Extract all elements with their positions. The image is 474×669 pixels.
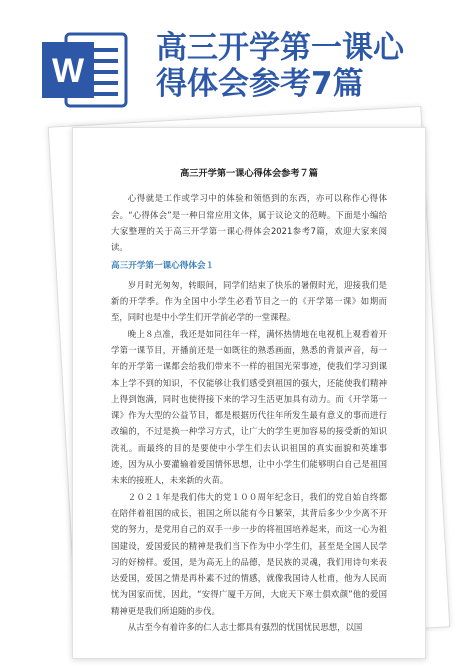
paragraph-4: 从古至今有着许多的仁人志士都具有强烈的忧国忧民思想，以国 xyxy=(127,622,363,633)
document-body xyxy=(111,166,387,635)
intro-paragraph: 心得就是工作或学习中的体验和领悟到的东西，亦可以称作心得体会。“心得体会”是一种日常应用文体，属于议论文的范畴。下面是小编给大家整理的关于高三开学第一课心得体会2021参考7篇，欢迎大家来阅读。 xyxy=(111,193,387,253)
section-heading: 高三开学第一课心得体会１ xyxy=(111,261,215,272)
document-page xyxy=(72,127,426,659)
word-document-icon xyxy=(40,30,128,110)
document-title: 高三开学第一课心得体会参考７篇 xyxy=(180,168,318,179)
banner-title-line-1: 高三开学第一课心 xyxy=(156,30,404,66)
paragraph-1: 岁月时光匆匆，转眼间，同学们结束了快乐的暑假时光，迎接我们是新的开学季。作为全国中小学生必看节目之一的《开学第一课》如期而至，同时也是中小学生们开学前必学的一堂课程。 xyxy=(111,279,387,323)
paragraph-3: ２０２１年是我们伟大的党１００周年纪念日，我们的党自始自终都在陪伴着祖国的成长，祖国之所以能有今日繁荣，其背后多少少少离不开党的努力，是党用自己的双手一步一步的将祖国培养起来，而这一心为祖国建设，爱国爱民的精神是我们当下作为中小学生们，甚至是全国人民学习的好榜样。爱国，是为高无上的品德，是民族的灵魂，我们用诗句来表达爱国，爱国之情是再朴素不过的情感，就像我国诗人杜甫，他为人民而忧为国家而忧，因此，“安得广厦千万间，大庇天下寒士俱欢颜”他的爱国精神更是我们所追随的步伐。 xyxy=(111,491,387,616)
banner-title xyxy=(156,30,456,102)
word-logo-letter: W xyxy=(51,52,85,90)
paragraph-2: 晚上８点准，我还是如同往年一样，满怀热情地在电视机上观看着开学第一课节目，开播前还是一如既往的熟悉画面，熟悉的背景声音，每一年的开学第一课都会给我们带来不一样的祖国光荣事迹，使我们学习到课本上学不到的知识，不仅能够让我们感受到祖国的强大，还能使我们精神上得到饱满，同时也使得接下来的学习生活更加具有动力。而《开学第一课》作为大型的公益节目，都是根据历代往年所发生最有意义的事而进行改编的，不过是换一种学习方式，让广大的学生更加容易的接受新的知识洗礼。而最终的目的是要使中小学生们去认识祖国的真实面貌和英雄事迹，因为从小要灌输着爱国情怀思想，让中小学生们能够明白自己是祖国未来的接班人，未来新的火苗。 xyxy=(111,328,387,486)
banner-title-line-2: 得体会参考7篇 xyxy=(156,66,364,102)
